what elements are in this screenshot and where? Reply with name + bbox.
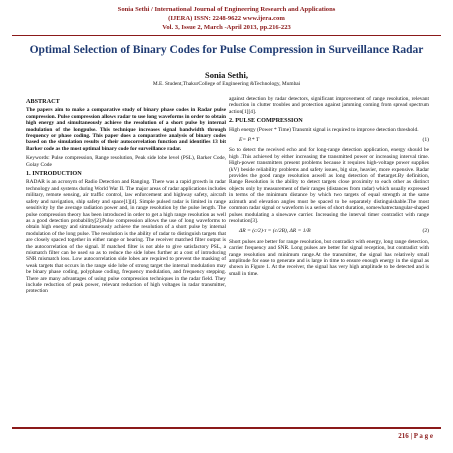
abstract-text: The papers aim to make a comparative study of binary phase codes in Radar pulse compression. Pulse compression allows radar to use long waveforms in order to obtain high energy and simultaneously achieve the resolution of a short pulse by internal modulation of the longpulse. This technique increases signal bandwidth through frequency or phase coding. This paper does a comparative analysis of binary codes based on the simulation results of their autocorrelation function and identifies 13 bit Barker code as the most optimal binary code for surveillance radar.: [26, 107, 226, 152]
equation-2-number: (2): [422, 228, 429, 235]
equation-1-number: (1): [422, 137, 429, 144]
section2-paragraph3: Short pulses are better for range resolution, but contradict with energy, long range detection, carrier frequency and SNR. Long pulses are better for signal reception, but contradict with range resolution and minimum range.At the transmitter, the signal has relatively small amplitude for ease to generate and is large in time to ensure enough energy in the signal as shown in Figure 1. At the receiver, the signal has very high amplitude to be detected and is small in time.: [229, 238, 429, 277]
header-rule: [12, 35, 441, 36]
footer-rule: [12, 427, 441, 429]
page-number: 216 | P a g e: [398, 432, 433, 440]
equation-1-body: E= P.* T: [239, 137, 259, 144]
journal-header-line1: Sonia Sethi / International Journal of Engineering Research and Applications: [117, 6, 336, 13]
section2-heading: 2. PULSE COMPRESSION: [229, 117, 303, 125]
continued-paragraph: against detection by radar detectors, significant improvement of range resolution, relevant reduction in clutter troubles and protection against jamming coming from spread spectrum action[1][4].: [229, 96, 429, 115]
intro-paragraph: RADAR is an acronym of Radio Detection and Ranging. There was a rapid growth in radar technology and systems during World War II. The major areas of radar applications includes military, remote sensing, air traffic control, law enforcement and highway safety, aircraft safety and navigation, ship safety and space[1][4]. Simple pulsed radar is limited in range sensitivity by the average radiation power and, in range resolution by the pulse length. The pulse compression theory has been introduced in order to get a high range resolution as well as a good detection probability[2].Pulse compression allows the use of long waveforms to obtain high energy and simultaneously achieve the resolution of a short pulse by internal modulation of the long pulse. The resolution is the ability of radar to distinguish targets that are closely spaced together in either range or bearing. The receiver matched filter output is the autocorrelation of the signal. If matched filter is not able to give satisfactory PSL, a mismatch filter can be used so as to reduce the side lobes further at a cost of introducing SNR mismatch loss. Low autocorrelation side lobes are required to prevent the masking of weak targets that occurs in the range side lobe of strong target the internal modulation may be binary phase coding, polyphase coding, frequency modulation, and frequency stepping. There are many advantages of using pulse compression techniques in the radar field. They include reduction of peak power, relevant reduction of high voltages in radar transmitter, protection: [26, 179, 226, 295]
author-name: Sonia Sethi,: [205, 70, 248, 80]
equation-2: [239, 228, 429, 234]
paper-title: Optimal Selection of Binary Codes for Pulse Compression in Surveillance Radar: [29, 44, 424, 56]
equation-1: [239, 137, 429, 143]
section2-paragraph1: High energy (Power * Time) Transmit signal is required to improve detection threshold.: [229, 126, 419, 133]
section2-paragraph2: So to detect the received echo and for long-range detection application, energy should be high .This achieved by either increasing the transmitted power or increasing interval time. High-power transmitters present problems because it requires high-voltage power supplies (kV) beside reliability problems and safety issues, big size, heavier, more expensive. Radar provides the good range resolution aswell as long detection of thetarget.By definition, Range Resolution is the ability to detect targets close proximity to each other as distinct objects only by measurement of their ranges (distances from radar) which usually expressed in terms of the minimum distance by which two targets of equal strength at the same azimuth and elevation angles must be spaced to be separately distinguishable.The most common radar signal or waveform is a series of short duration, somewhatrectangular-shaped pulses modulating a sinewave carrier. Increasing the interval timer contradict with range resolution[3].: [229, 147, 429, 224]
journal-header-line2: (IJERA) ISSN: 2248-9622 www.ijera.com: [168, 15, 285, 22]
keywords: Keywords: Pulse compression, Range resolution, Peak side lobe level (PSL), Barker Code, Golay Code: [26, 155, 226, 168]
left-column: [26, 96, 226, 298]
right-column: [229, 96, 429, 280]
abstract-heading: ABSTRACT: [26, 98, 60, 105]
intro-heading: 1. INTRODUCTION: [26, 170, 82, 178]
author-affiliation: M.E. Student,ThakurCollege of Engineering &Technology, Mumbai: [152, 81, 301, 87]
journal-header-line3: Vol. 3, Issue 2, March -April 2013, pp.216-223: [162, 24, 291, 31]
equation-2-body: ΔR = (c/2)·τ = (c/2B), ΔR = 1/B: [239, 228, 311, 235]
